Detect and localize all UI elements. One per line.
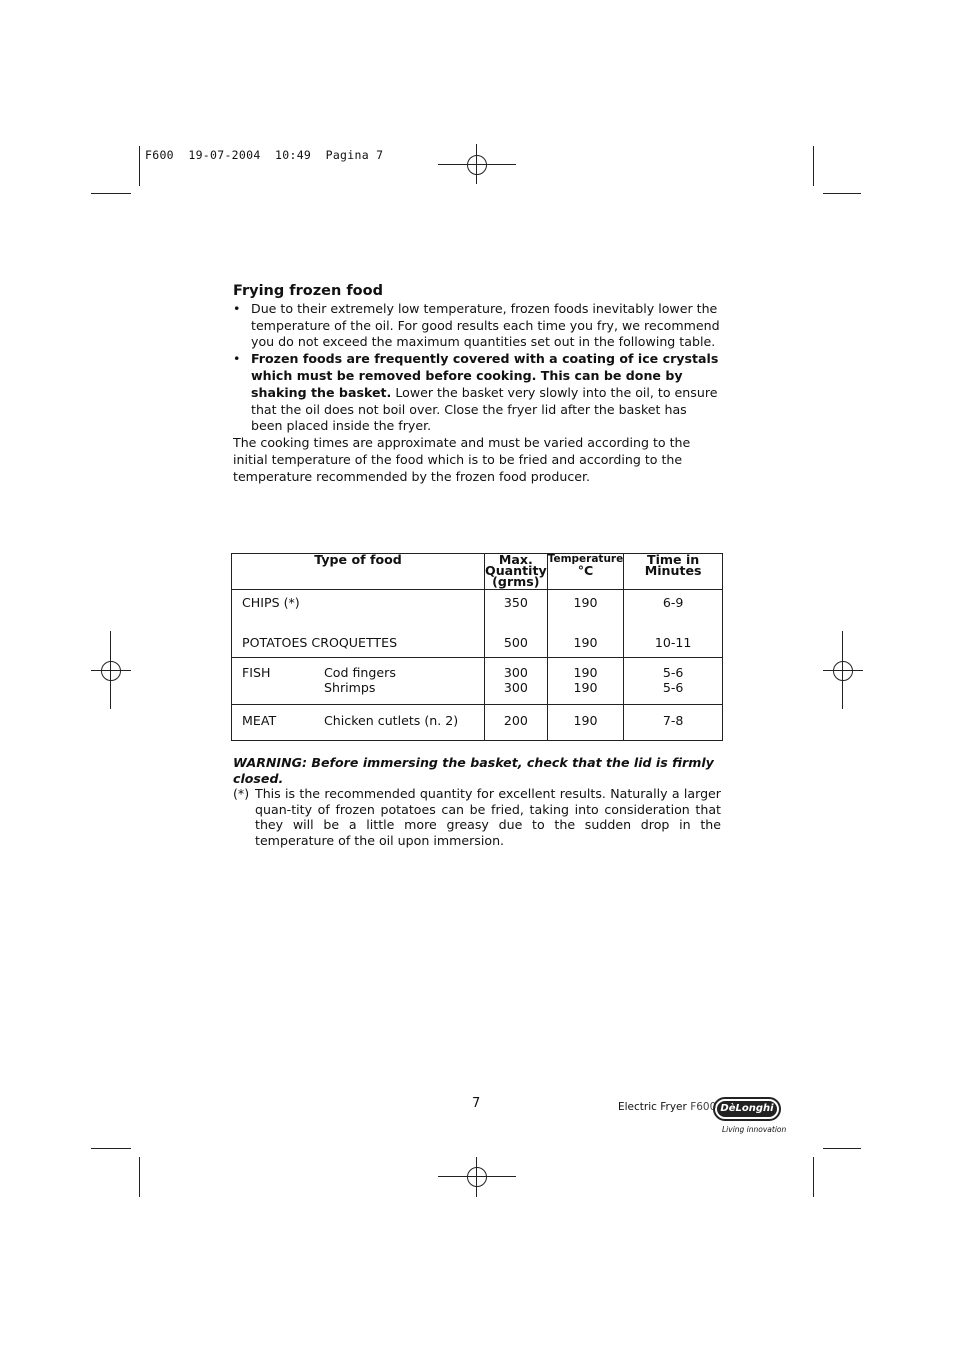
cooking-times-paragraph: The cooking times are approximate and must be varied according to the initial temperature of the food which is to be fried and according to the temperature recommended by the frozen food producer. <box>233 435 691 484</box>
footnote <box>233 786 721 848</box>
delonghi-logo: DèLonghi <box>713 1097 781 1121</box>
header-time: Time in Minutes <box>624 554 723 590</box>
table-row: FISH Cod fingers 300 190 5-6 <box>232 658 723 681</box>
brand-tagline: Living innovation <box>722 1125 787 1134</box>
crop-mark <box>139 1157 140 1197</box>
registration-mark-left <box>91 631 131 709</box>
crop-mark <box>823 1148 861 1149</box>
registration-mark-right <box>823 631 863 709</box>
section-title: Frying frozen food <box>233 283 383 299</box>
crop-mark <box>813 1157 814 1197</box>
table-row: POTATOES CROQUETTES 500 190 10-11 <box>232 635 723 658</box>
footnote-mark: (*) <box>233 786 250 801</box>
registration-mark-top <box>438 144 516 184</box>
registration-mark-bottom <box>438 1157 516 1197</box>
crop-mark <box>813 146 814 186</box>
footnote-text: This is the recommended quantity for excellent results. Naturally a larger quan-tity of frozen potatoes can be fried, taking into consideration that they will be a little more greasy due to the sudden drop in the temperature of the oil upon immersion. <box>255 786 721 848</box>
crop-mark <box>91 1148 131 1149</box>
table-row: MEAT Chicken cutlets (n. 2) 200 190 7-8 <box>232 705 723 741</box>
crop-mark <box>91 193 131 194</box>
list-item: • Due to their extremely low temperature, frozen foods inevitably lower the temperature of the oil. For good results each time you fry, we recommend you do not exceed the maximum quantities set out in the following table. <box>233 301 721 351</box>
header-max-quantity: Max. Quantity (grms) <box>485 552 547 589</box>
warning-block <box>233 755 721 848</box>
list-item: • Frozen foods are frequently covered with a coating of ice crystals which must be removed before cooking. This can be done by shaking the basket. Lower the basket very slowly into the oil, to ensure that the oil does not boil over. Close the fryer lid after the basket has been placed inside the fryer. <box>233 351 721 435</box>
footer-product: Electric Fryer F600 <box>618 1101 717 1113</box>
section-frying-frozen-food <box>233 283 721 486</box>
table-row: CHIPS (*) 350 190 6-9 <box>232 590 723 636</box>
frying-table <box>231 553 723 741</box>
header-temperature: Temperature °C <box>547 554 624 590</box>
warning-title: WARNING: Before immersing the basket, check that the lid is firmly closed. <box>233 755 714 786</box>
crop-mark <box>139 146 140 186</box>
print-slug: F600 19-07-2004 10:49 Pagina 7 <box>145 148 384 162</box>
crop-mark <box>823 193 861 194</box>
header-type-of-food: Type of food <box>232 554 485 590</box>
table-header-row <box>232 554 723 590</box>
bullet-list <box>233 301 721 435</box>
page-number: 7 <box>472 1096 481 1111</box>
table-row: Shrimps 300 190 5-6 <box>232 680 723 705</box>
